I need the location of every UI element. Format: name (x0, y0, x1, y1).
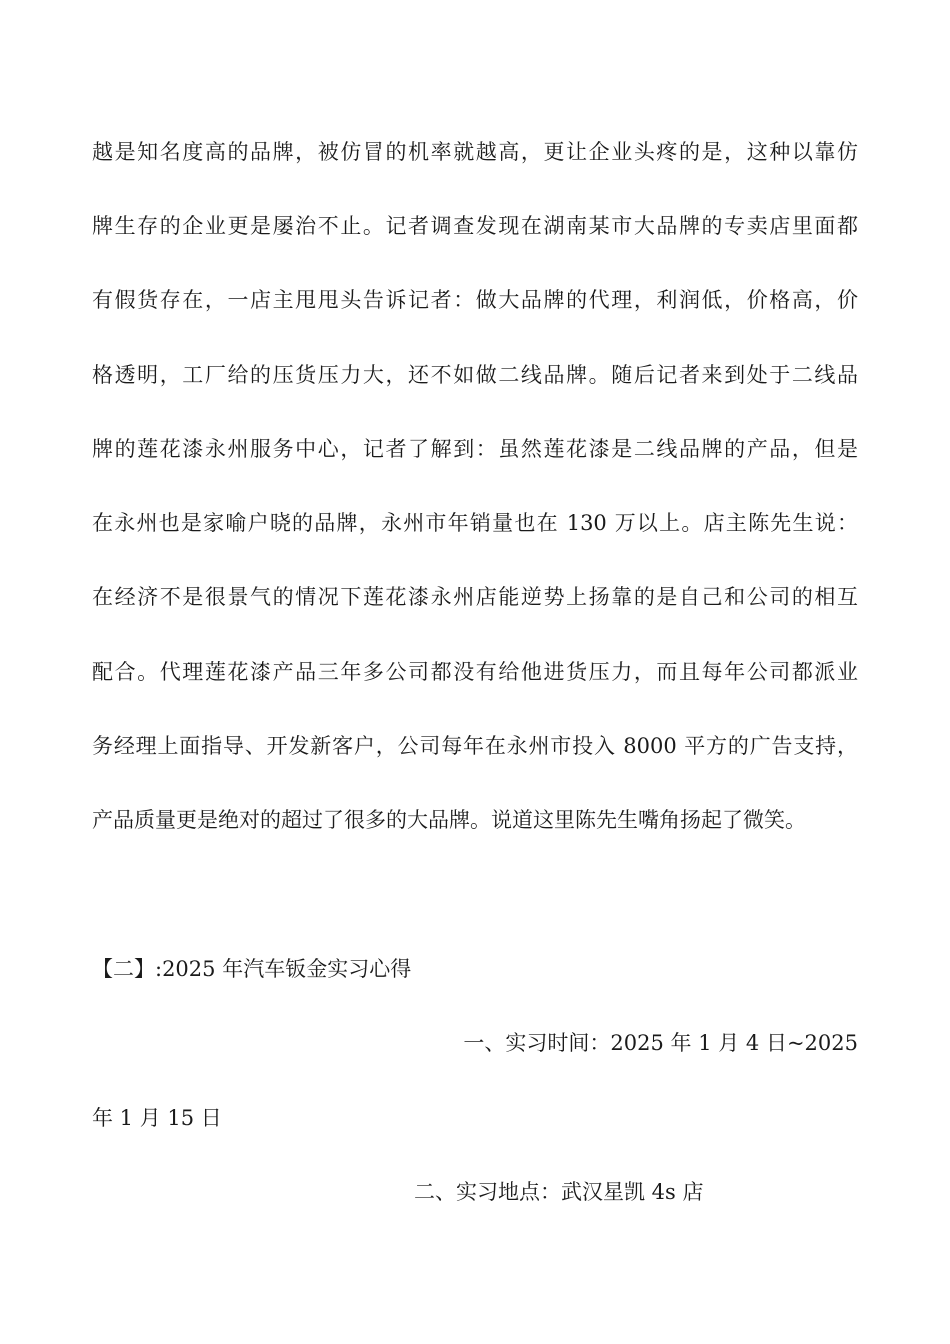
section-heading: 【二】:2025 年汽车钣金实习心得 (92, 957, 412, 981)
paragraph-line-5: 牌的莲花漆永州服务中心，记者了解到：虽然莲花漆是二线品牌的产品，但是 (92, 437, 858, 461)
paragraph-line-10: 产品质量更是绝对的超过了很多的大品牌。说道这里陈先生嘴角扬起了微笑。 (92, 808, 806, 832)
internship-time-line-2: 年 1 月 15 日 (92, 1106, 222, 1130)
paragraph-line-1: 越是知名度高的品牌，被仿冒的机率就越高，更让企业头疼的是，这种以靠仿 (92, 140, 858, 164)
internship-location: 二、实习地点：武汉星凯 4s 店 (414, 1180, 704, 1204)
paragraph-line-4: 格透明，工厂给的压货压力大，还不如做二线品牌。随后记者来到处于二线品 (92, 363, 858, 387)
paragraph-line-8: 配合。代理莲花漆产品三年多公司都没有给他进货压力，而且每年公司都派业 (92, 660, 858, 684)
paragraph-line-6: 在永州也是家喻户晓的品牌，永州市年销量也在 130 万以上。店主陈先生说： (92, 511, 858, 535)
paragraph-line-7: 在经济不是很景气的情况下莲花漆永州店能逆势上扬靠的是自己和公司的相互 (92, 585, 858, 609)
paragraph-line-2: 牌生存的企业更是屡治不止。记者调查发现在湖南某市大品牌的专卖店里面都 (92, 214, 858, 238)
paragraph-line-9: 务经理上面指导、开发新客户，公司每年在永州市投入 8000 平方的广告支持， (92, 734, 858, 758)
internship-time-line-1: 一、实习时间：2025 年 1 月 4 日~2025 (463, 1031, 858, 1055)
paragraph-line-3: 有假货存在，一店主甩甩头告诉记者：做大品牌的代理，利润低，价格高，价 (92, 288, 858, 312)
